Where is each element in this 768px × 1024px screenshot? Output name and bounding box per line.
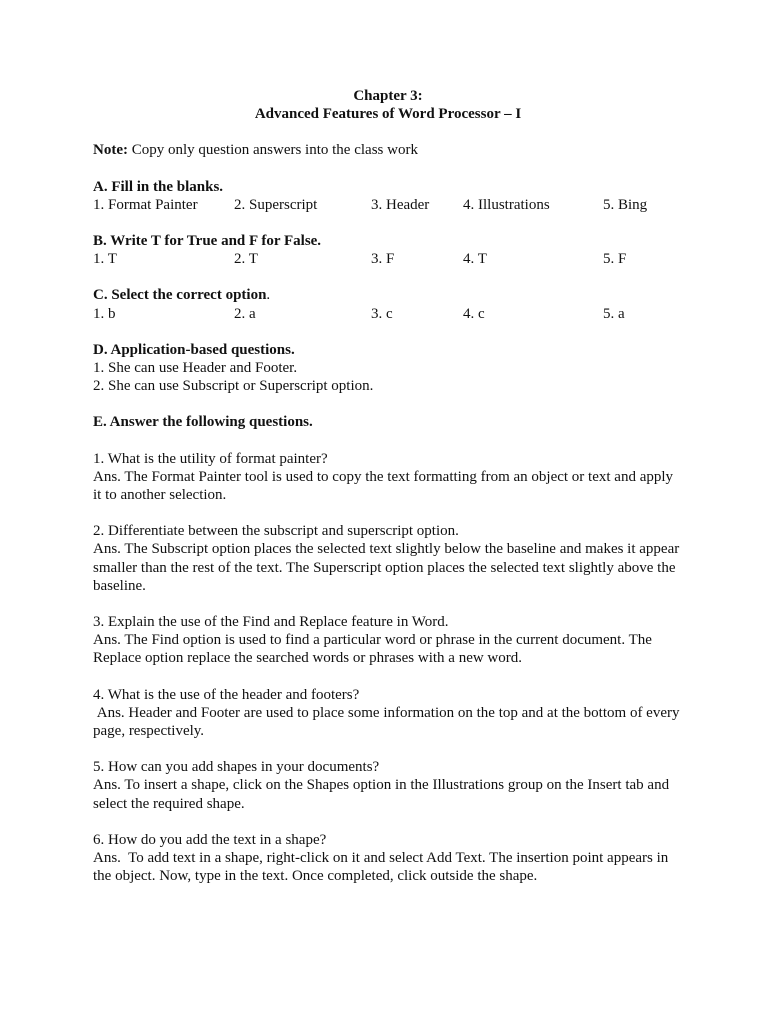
answer-text: Ans. The Subscript option places the selected text slightly below the baseline and makes it appear smaller than the rest of the text. The Superscript option places the selected text slightly above the baseline. (93, 541, 680, 594)
section-c-answers (93, 305, 683, 323)
answer-item: 2. a (234, 305, 256, 322)
section-c-heading-tail: . (266, 287, 271, 304)
section-c-heading-line (93, 286, 683, 304)
answer-item: 3. F (371, 251, 395, 268)
answer-item: 5. F (603, 251, 627, 268)
section-e-heading: E. Answer the following questions. (93, 414, 313, 431)
chapter-title: Advanced Features of Word Processor – I (254, 106, 522, 123)
note-label: Note: (93, 142, 128, 159)
section-c-heading: C. Select the correct option (93, 287, 267, 304)
section-d-line: 1. She can use Header and Footer. (93, 359, 298, 376)
answer-text: Ans. Header and Footer are used to place some information on the top and at the bottom of every page, respectively. (93, 704, 680, 740)
section-b-answers (93, 250, 683, 268)
section-a-answers (93, 196, 683, 214)
answer-item: 4. Illustrations (463, 196, 550, 213)
document-page (93, 87, 683, 885)
answer-item: 1. T (93, 251, 117, 268)
answer-item: 1. Format Painter (93, 196, 198, 213)
answer-item: 1. b (93, 305, 116, 322)
answer-item: 4. c (463, 305, 485, 322)
answer-item: 5. Bing (603, 196, 648, 213)
section-a-heading: A. Fill in the blanks. (93, 178, 224, 195)
answer-text: Ans. To insert a shape, click on the Shapes option in the Illustrations group on the Insert tab and select the required shape. (93, 777, 670, 812)
answer-text: Ans. The Find option is used to find a particular word or phrase in the current document. The Replace option replace the searched words or phrases with a new word. (93, 632, 652, 667)
question-text: 2. Differentiate between the subscript and superscript option. (93, 523, 459, 540)
section-d-heading: D. Application-based questions. (93, 341, 295, 358)
answer-item: 4. T (463, 251, 487, 268)
note-line (93, 141, 683, 159)
section-b-heading: B. Write T for True and F for False. (93, 233, 322, 249)
chapter-number: Chapter 3: (353, 88, 423, 104)
section-d-line: 2. She can use Subscript or Superscript option. (93, 378, 374, 395)
answer-item: 2. Superscript (234, 196, 318, 213)
question-text: 4. What is the use of the header and footers? (93, 686, 360, 703)
answer-item: 3. Header (371, 196, 430, 213)
question-text: 1. What is the utility of format painter? (93, 450, 328, 467)
question-text: 3. Explain the use of the Find and Replace feature in Word. (93, 614, 449, 631)
answer-item: 3. c (371, 305, 393, 322)
question-text: 5. How can you add shapes in your documents? (93, 759, 380, 776)
answer-text: Ans. The Format Painter tool is used to copy the text formatting from an object or text and apply it to another selection. (93, 468, 674, 503)
note-text: Copy only question answers into the class work (127, 142, 418, 159)
answer-text: Ans. To add text in a shape, right-click on it and select Add Text. The insertion point appears in the object. Now, type in the text. Once completed, click outside the shape. (93, 850, 669, 885)
question-text: 6. How do you add the text in a shape? (93, 831, 327, 848)
answer-item: 2. T (234, 251, 258, 268)
answer-item: 5. a (603, 305, 625, 322)
